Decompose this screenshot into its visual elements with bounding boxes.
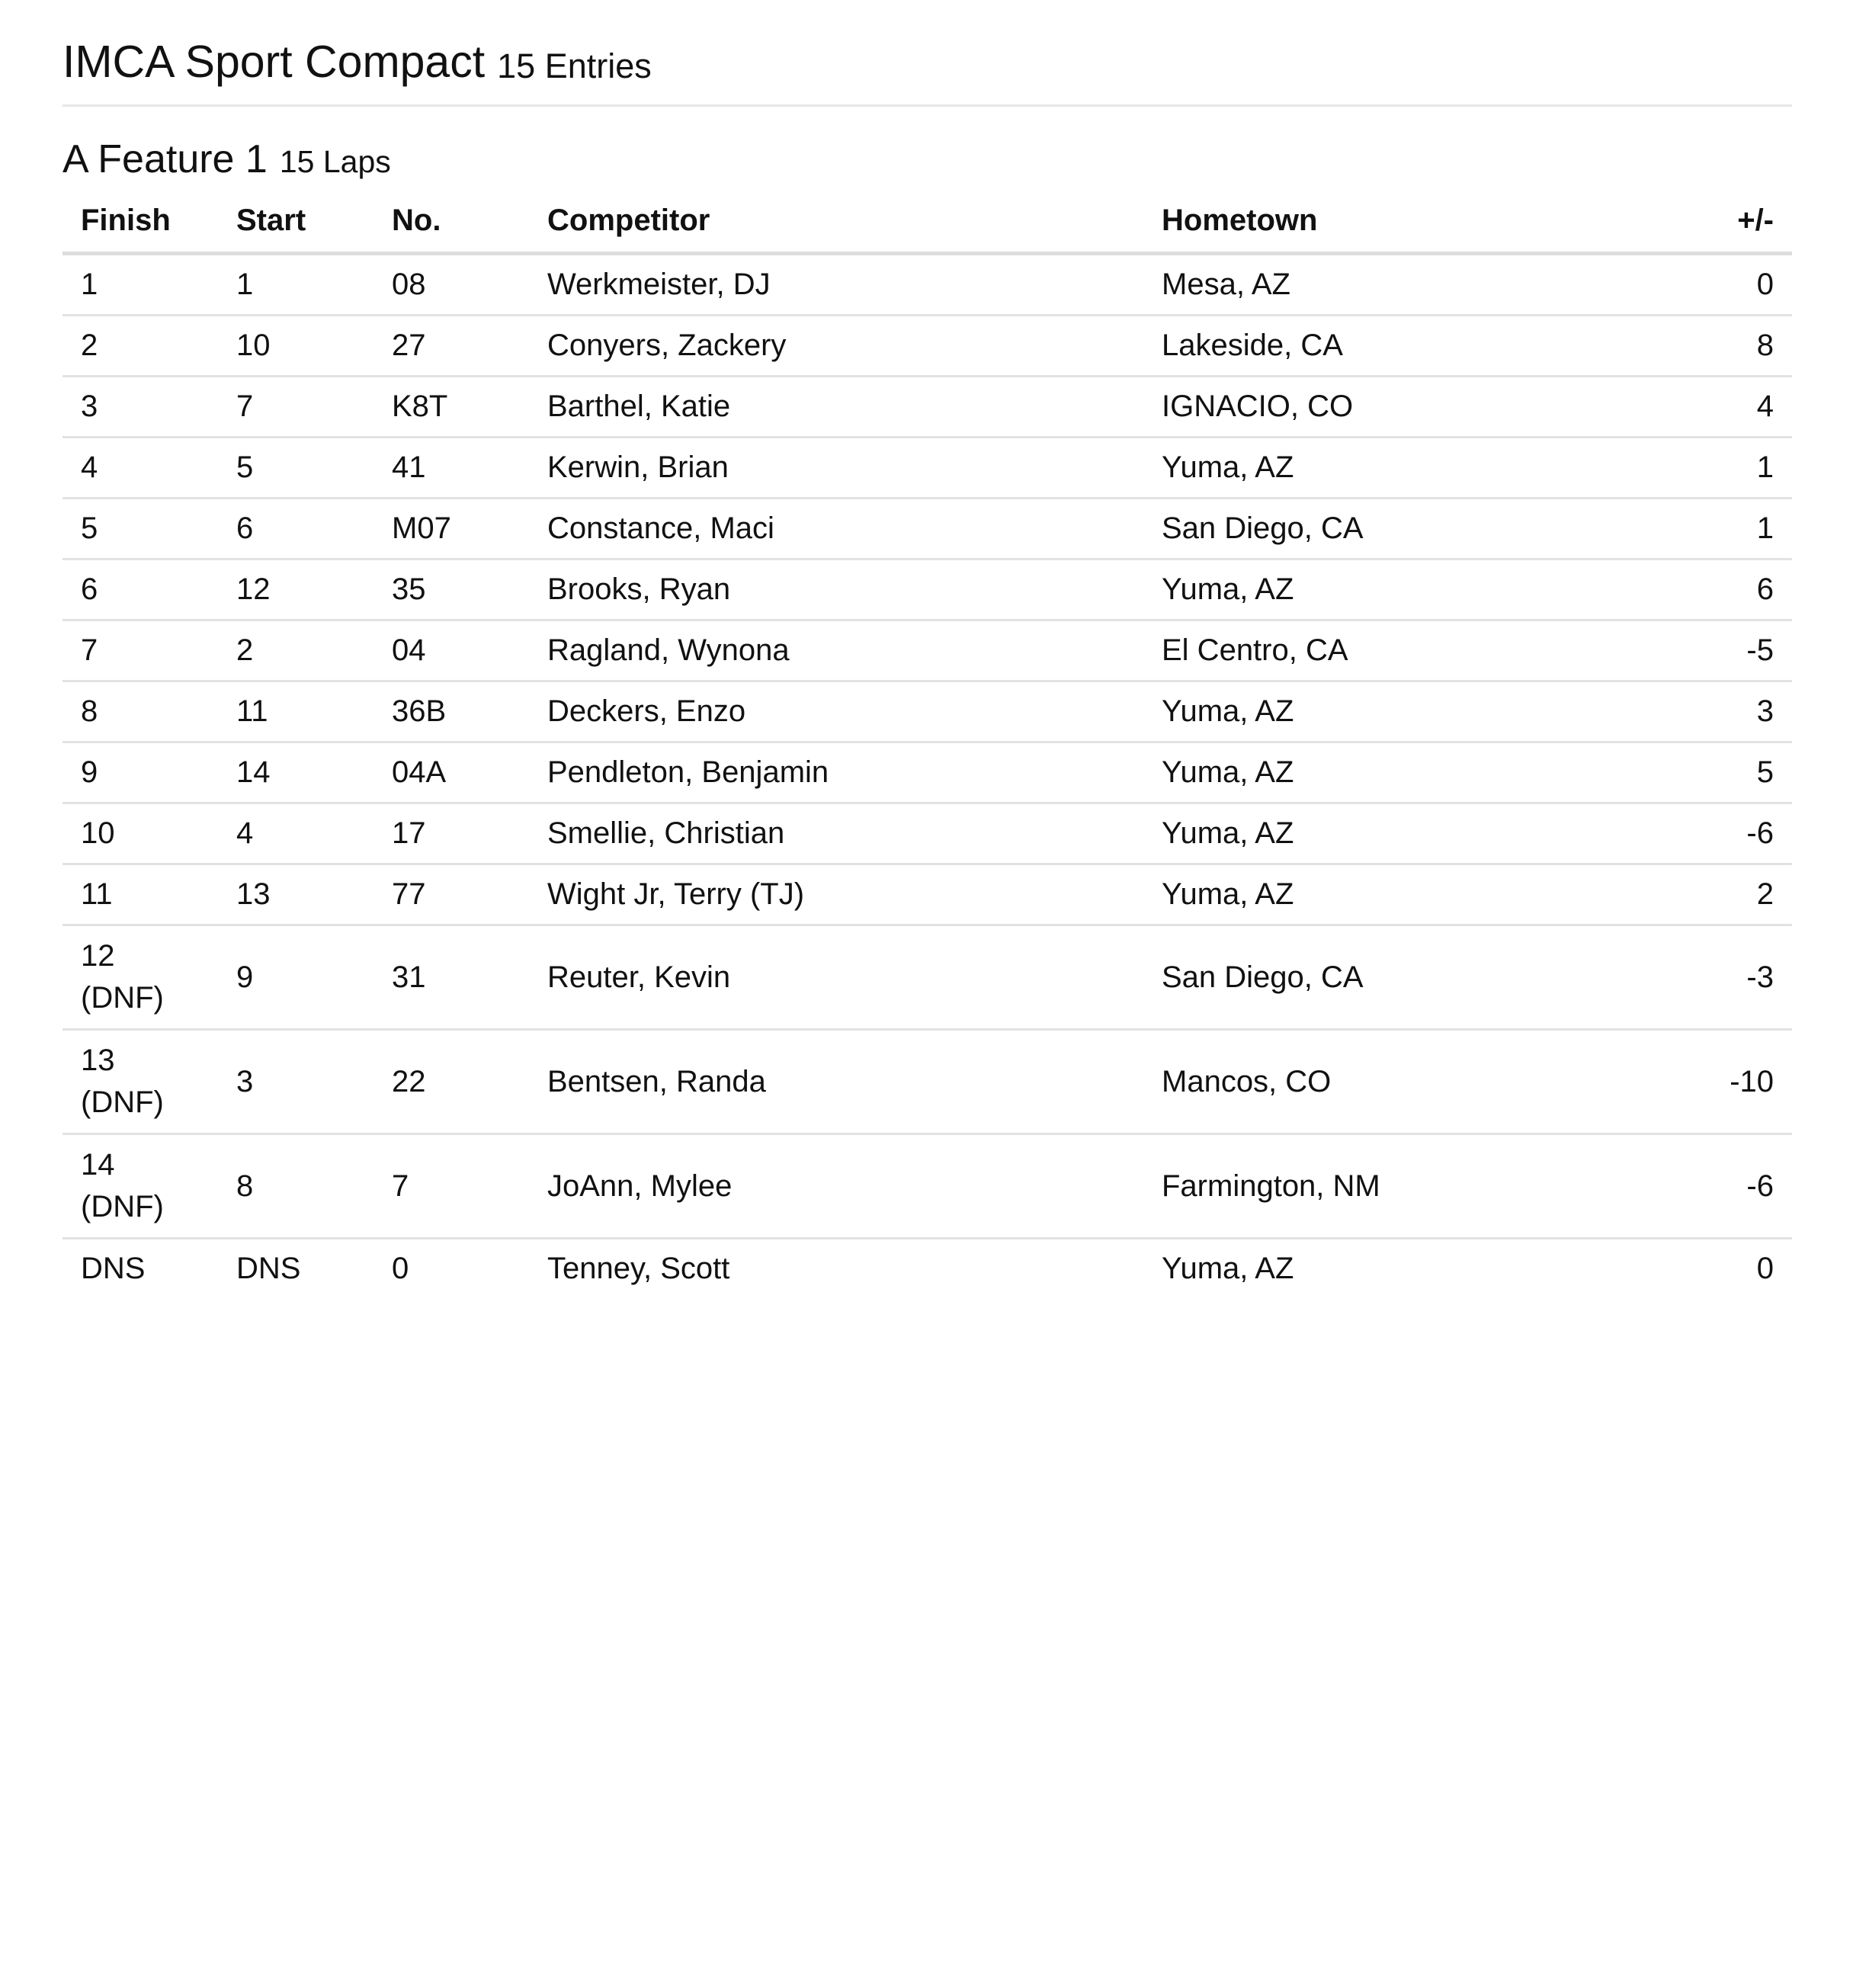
cell-competitor: Tenney, Scott <box>529 1239 1143 1299</box>
cell-plus-minus: 1 <box>1637 499 1792 560</box>
cell-hometown: Yuma, AZ <box>1143 438 1637 499</box>
finish-position: 7 <box>81 633 98 667</box>
table-row <box>63 254 1792 316</box>
cell-hometown: Yuma, AZ <box>1143 803 1637 864</box>
table-row <box>63 1030 1792 1134</box>
cell-competitor: Reuter, Kevin <box>529 925 1143 1030</box>
cell-hometown: IGNACIO, CO <box>1143 377 1637 438</box>
cell-competitor: Conyers, Zackery <box>529 316 1143 377</box>
cell-finish <box>63 803 218 864</box>
finish-position: 4 <box>81 451 98 484</box>
cell-number: 77 <box>373 864 529 925</box>
cell-finish <box>63 316 218 377</box>
cell-hometown: Yuma, AZ <box>1143 742 1637 803</box>
table-row <box>63 742 1792 803</box>
cell-plus-minus: -6 <box>1637 803 1792 864</box>
cell-hometown: Yuma, AZ <box>1143 1239 1637 1299</box>
cell-number: M07 <box>373 499 529 560</box>
cell-competitor: Barthel, Katie <box>529 377 1143 438</box>
cell-finish <box>63 377 218 438</box>
cell-finish <box>63 681 218 742</box>
cell-start: 10 <box>218 316 373 377</box>
cell-start: 13 <box>218 864 373 925</box>
table-row <box>63 316 1792 377</box>
table-row <box>63 499 1792 560</box>
cell-start: 9 <box>218 925 373 1030</box>
cell-finish <box>63 742 218 803</box>
table-row <box>63 560 1792 620</box>
cell-number: 08 <box>392 268 426 301</box>
finish-position: DNS <box>81 1252 146 1285</box>
cell-number: 17 <box>373 803 529 864</box>
finish-position: 3 <box>81 390 98 423</box>
cell-competitor: Deckers, Enzo <box>529 681 1143 742</box>
cell-hometown: San Diego, CA <box>1143 499 1637 560</box>
cell-finish <box>63 1134 218 1239</box>
cell-competitor: Pendleton, Benjamin <box>529 742 1143 803</box>
class-entries-count: 15 Entries <box>497 46 652 85</box>
cell-number: 0 <box>373 1239 529 1299</box>
cell-competitor: Bentsen, Randa <box>529 1030 1143 1134</box>
cell-plus-minus: -3 <box>1637 925 1792 1030</box>
cell-hometown: El Centro, CA <box>1143 620 1637 681</box>
cell-finish <box>63 1030 218 1134</box>
finish-position: 1 <box>81 268 98 301</box>
cell-competitor: Smellie, Christian <box>529 803 1143 864</box>
cell-hometown: Yuma, AZ <box>1143 560 1637 620</box>
cell-finish <box>63 1239 218 1299</box>
cell-number: 22 <box>373 1030 529 1134</box>
cell-plus-minus: 5 <box>1637 742 1792 803</box>
cell-hometown: Mancos, CO <box>1143 1030 1637 1134</box>
table-row <box>63 681 1792 742</box>
finish-position: 8 <box>81 694 98 728</box>
results-page <box>63 0 1792 1298</box>
finish-status-note: (DNF) <box>81 1085 164 1119</box>
cell-start: 7 <box>218 377 373 438</box>
table-row <box>63 377 1792 438</box>
cell-plus-minus: 4 <box>1637 377 1792 438</box>
race-header <box>63 134 1792 184</box>
cell-start: 1 <box>236 268 254 301</box>
cell-finish <box>63 925 218 1030</box>
cell-number: 31 <box>373 925 529 1030</box>
cell-plus-minus: 3 <box>1637 681 1792 742</box>
finish-position: 5 <box>81 511 98 545</box>
class-title: IMCA Sport Compact <box>63 37 486 87</box>
table-row <box>63 438 1792 499</box>
cell-competitor: JoAnn, Mylee <box>529 1134 1143 1239</box>
cell-number: 41 <box>373 438 529 499</box>
cell-finish <box>63 620 218 681</box>
cell-competitor: Wight Jr, Terry (TJ) <box>529 864 1143 925</box>
finish-position: 6 <box>81 572 98 606</box>
cell-plus-minus: 2 <box>1637 864 1792 925</box>
finish-position: 13 <box>81 1044 115 1077</box>
cell-number: 35 <box>373 560 529 620</box>
cell-competitor: Brooks, Ryan <box>529 560 1143 620</box>
cell-start: 14 <box>218 742 373 803</box>
column-header-number: No. <box>373 189 529 254</box>
table-row <box>63 864 1792 925</box>
cell-competitor: Werkmeister, DJ <box>547 268 771 301</box>
cell-start: 5 <box>218 438 373 499</box>
cell-start: 11 <box>218 681 373 742</box>
cell-finish <box>63 438 218 499</box>
finish-position: 14 <box>81 1148 115 1182</box>
finish-position: 10 <box>81 816 115 850</box>
cell-start: 3 <box>218 1030 373 1134</box>
class-header <box>63 34 1792 107</box>
cell-competitor: Ragland, Wynona <box>529 620 1143 681</box>
cell-start: DNS <box>218 1239 373 1299</box>
finish-status-note: (DNF) <box>81 981 164 1015</box>
results-body <box>63 254 1792 1299</box>
cell-finish <box>63 560 218 620</box>
column-header-plus-minus: +/- <box>1637 189 1792 254</box>
cell-number: 04A <box>373 742 529 803</box>
cell-finish <box>63 499 218 560</box>
cell-number: 7 <box>373 1134 529 1239</box>
cell-hometown: Yuma, AZ <box>1143 681 1637 742</box>
finish-position: 2 <box>81 329 98 362</box>
table-row <box>63 620 1792 681</box>
cell-hometown: Lakeside, CA <box>1143 316 1637 377</box>
cell-start: 8 <box>218 1134 373 1239</box>
cell-number: K8T <box>373 377 529 438</box>
table-row <box>63 925 1792 1030</box>
cell-competitor: Constance, Maci <box>529 499 1143 560</box>
cell-competitor: Kerwin, Brian <box>529 438 1143 499</box>
cell-plus-minus: -10 <box>1637 1030 1792 1134</box>
column-header-finish: Finish <box>63 189 218 254</box>
results-table <box>63 189 1792 1298</box>
table-row <box>63 1239 1792 1299</box>
column-header-hometown: Hometown <box>1143 189 1637 254</box>
cell-plus-minus: 1 <box>1637 438 1792 499</box>
cell-start: 12 <box>218 560 373 620</box>
cell-plus-minus: 0 <box>1637 1239 1792 1299</box>
finish-position: 12 <box>81 939 115 973</box>
column-header-competitor: Competitor <box>529 189 1143 254</box>
finish-position: 9 <box>81 755 98 789</box>
cell-start: 2 <box>218 620 373 681</box>
finish-status-note: (DNF) <box>81 1190 164 1223</box>
cell-start: 4 <box>218 803 373 864</box>
cell-finish <box>63 864 218 925</box>
cell-hometown: Mesa, AZ <box>1162 268 1290 301</box>
table-header-row <box>63 189 1792 254</box>
table-row <box>63 803 1792 864</box>
cell-number: 04 <box>373 620 529 681</box>
cell-hometown: Farmington, NM <box>1143 1134 1637 1239</box>
cell-finish <box>63 254 218 316</box>
race-title: A Feature 1 <box>63 137 268 181</box>
race-laps: 15 Laps <box>279 144 391 179</box>
cell-hometown: Yuma, AZ <box>1143 864 1637 925</box>
cell-hometown: San Diego, CA <box>1143 925 1637 1030</box>
table-row <box>63 1134 1792 1239</box>
cell-number: 27 <box>373 316 529 377</box>
cell-start: 6 <box>218 499 373 560</box>
finish-position: 11 <box>81 877 113 911</box>
column-header-start: Start <box>218 189 373 254</box>
cell-plus-minus: 6 <box>1637 560 1792 620</box>
cell-plus-minus: -5 <box>1637 620 1792 681</box>
cell-plus-minus: 8 <box>1637 316 1792 377</box>
cell-number: 36B <box>373 681 529 742</box>
cell-plus-minus: -6 <box>1637 1134 1792 1239</box>
cell-plus-minus: 0 <box>1756 268 1774 301</box>
